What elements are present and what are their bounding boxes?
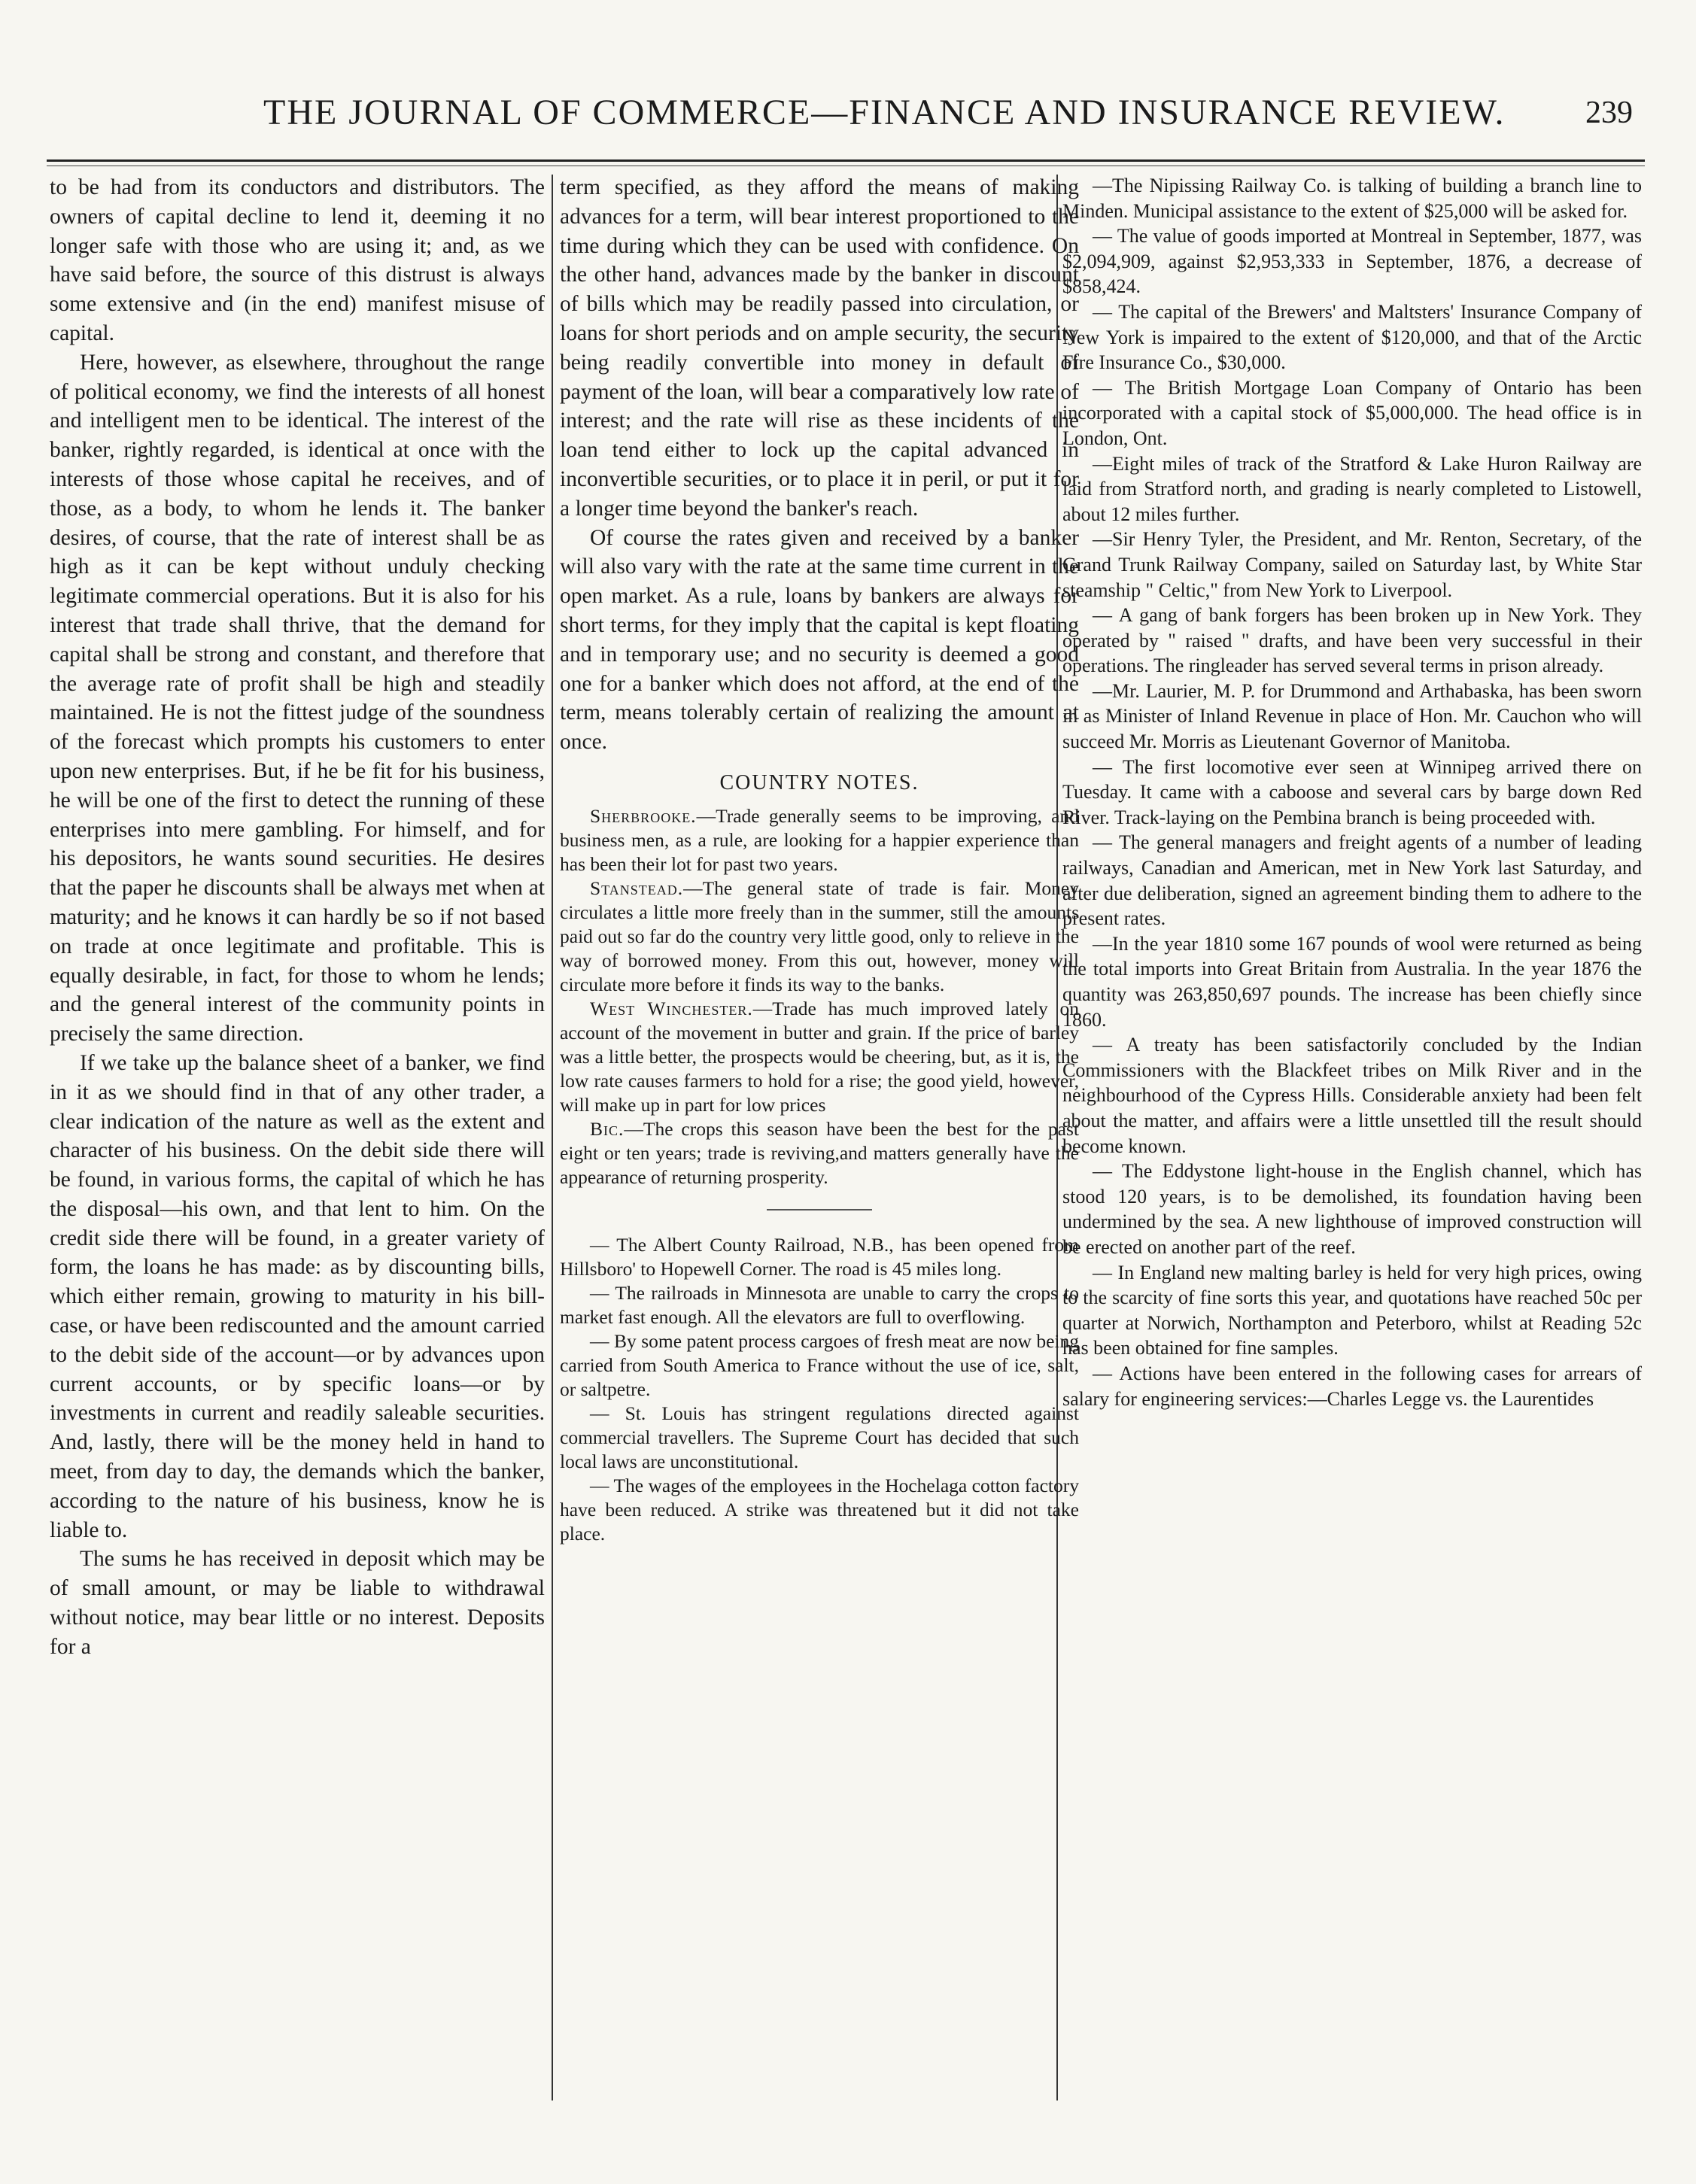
- news-item: — The British Mortgage Loan Company of Ontario has been incorporated with a capital stock of $5,000,000. The head office is in London, Ont.: [1062, 376, 1642, 449]
- news-item: — The general managers and freight agents of a number of leading railways, Canadian and American, met in New York last Saturday, and after due deliberation, signed an agreement binding them to adhere to the present rates.: [1062, 831, 1642, 930]
- news-item: — A gang of bank forgers has been broken up in New York. They operated by " raised " drafts, and have been very successful in their operations. The ringleader has served several terms in prison already.: [1062, 604, 1642, 677]
- column-divider-1: [552, 175, 553, 2100]
- news-item: — By some patent process cargoes of fresh meat are now being carried from South America to France without the use of ice, salt, or saltpetre.: [560, 1329, 1079, 1400]
- column-3: [1062, 173, 1642, 2122]
- news-item: —The Nipissing Railway Co. is talking of building a branch line to Minden. Municipal assistance to the extent of $25,000 will be asked for.: [1062, 175, 1642, 222]
- note-place: Bic.: [590, 1117, 625, 1140]
- page-header: [0, 89, 1696, 141]
- news-item: — The capital of the Brewers' and Maltsters' Insurance Company of New York is impaired to the extent of $120,000, and that of the Arctic Fire Insurance Co., $30,000.: [1062, 300, 1642, 374]
- news-item: — The railroads in Minnesota are unable to carry the crops to market fast enough. All the elevators are full to overflowing.: [560, 1281, 1079, 1328]
- news-item: — In England new malting barley is held for very high prices, owing to the scarcity of fine sorts this year, and quotations have reached 50c per quarter at Norwich, Northampton and Peterboro, whilst at Reading 52c has been obtained for fine samples.: [1062, 1261, 1642, 1359]
- note-text: —The general state of trade is fair. Money circulates a little more freely than in the summer, still the amounts paid out so far do the country very little good, only to relieve in the way of borrowed money. From this out, however, money will circulate more before it finds its way to the banks.: [560, 876, 1079, 995]
- news-item: — The wages of the employees in the Hochelaga cotton factory have been reduced. A strike was threatened but it did not take place.: [560, 1474, 1079, 1545]
- header-rule: [47, 159, 1645, 162]
- news-item: —Sir Henry Tyler, the President, and Mr. Renton, Secretary, of the Grand Trunk Railway Company, sailed on Saturday last, by White Star steamship " Celtic," from New York to Liverpool.: [1062, 528, 1642, 601]
- news-item: — St. Louis has stringent regulations directed against commercial travellers. The Supreme Court has decided that such local laws are unconstitutional.: [560, 1402, 1079, 1472]
- news-item: — The Eddystone light-house in the English channel, which has stood 120 years, is to be demolished, its foundation having been undermined by the sea. A new lighthouse of improved construction will be erected on another part of the reef.: [1062, 1160, 1642, 1258]
- news-item: — Actions have been entered in the following cases for arrears of salary for engineering services:—Charles Legge vs. the Laurentides: [1062, 1362, 1642, 1410]
- news-item: —Eight miles of track of the Stratford & Lake Huron Railway are laid from Stratford north, and grading is nearly completed to Listowell, about 12 miles further.: [1062, 452, 1642, 525]
- news-item: —Mr. Laurier, M. P. for Drummond and Arthabaska, has been sworn in as Minister of Inland Revenue in place of Hon. Mr. Cauchon who will succeed Mr. Morris as Lieutenant Governor of Manitoba.: [1062, 679, 1642, 753]
- country-note: [560, 1117, 1079, 1189]
- page-number: 239: [1585, 96, 1633, 130]
- country-note: [560, 997, 1079, 1117]
- note-text: —Trade generally seems to be improving, and business men, as a rule, are looking for a happier experience than has been their lot for past two years.: [560, 804, 1079, 875]
- journal-title: THE JOURNAL OF COMMERCE—FINANCE AND INSURANCE REVIEW.: [263, 93, 1506, 132]
- country-notes-heading: COUNTRY NOTES.: [719, 770, 919, 794]
- news-item: — The first locomotive ever seen at Winnipeg arrived there on Tuesday. It came with a caboose and several cars by barge down Red River. Track-laying on the Pembina branch is being proceeded with.: [1062, 755, 1642, 828]
- note-text: —The crops this season have been the best for the past eight or ten years; trade is reviving,and matters generally have the appearance of returning prosperity.: [560, 1117, 1079, 1188]
- column-1: [50, 173, 545, 2122]
- note-place: Sherbrooke.: [590, 804, 697, 827]
- section-separator: [767, 1209, 872, 1210]
- note-text: —Trade has much improved lately on account of the movement in butter and grain. If the price of barley was a little better, the prospects would be cheering, but, as it is, the low rate causes farmers to hold for a rise; the good yield, however, will make up in part for low prices: [560, 997, 1079, 1116]
- paragraph: The sums he has received in deposit which may be of small amount, or may be liable to withdrawal without notice, may bear little or no interest. Deposits for a: [50, 1547, 545, 1659]
- paragraph: Of course the rates given and received by a banker will also vary with the rate at the same time current in the open market. As a rule, loans by bankers are always for short terms, for they imply that the capital is kept floating and in temporary use; and no security is deemed a good one for a banker which does not afford, at the end of the term, means tolerably certain of realizing the amount at once.: [560, 525, 1079, 755]
- paragraph: to be had from its conductors and distributors. The owners of capital decline to lend it, deeming it no longer safe with those who are using it; and, as we have said before, the source of this distrust is always some extensive and (in the end) manifest misuse of capital.: [50, 175, 545, 345]
- paragraph: If we take up the balance sheet of a banker, we find in it as we should find in that of any other trader, a clear indication of the nature as well as the extent and character of his business. On the debit side there will be found, in various forms, the capital of which he has the disposal—his own, and that lent to him. On the credit side there will be found, in a greater variety of form, the loans he has made: as by discounting bills, which either remain, growing to maturity in his bill-case, or have been rediscounted and the amount carried to the debit side of the account—or by advances upon current accounts, or by specific loans—or by investments in current and readily saleable securities. And, lastly, there will be the money held in hand to meet, from day to day, the demands which the banker, according to the nature of his business, know he is liable to.: [50, 1050, 545, 1542]
- news-item: — A treaty has been satisfactorily concluded by the Indian Commissioners with the Blackfeet tribes on Milk River and in the neighbourhood of the Cypress Hills. Considerable anxiety had been felt about the matter, and affairs were a little unsettled till the result should become known.: [1062, 1034, 1642, 1157]
- news-item: — The value of goods imported at Montreal in September, 1877, was $2,094,909, against $2,953,333 in September, 1876, a decrease of $858,424.: [1062, 225, 1642, 298]
- country-notes: [560, 804, 1079, 1546]
- paragraph: Here, however, as elsewhere, throughout the range of political economy, we find the interests of all honest and intelligent men to be identical. The interest of the banker, rightly regarded, is identical at once with the interests of those whose capital he receives, and of those, as a body, to whom he lends it. The banker desires, of course, that the rate of interest shall be as high as it can be kept without unduly checking legitimate commercial operations. But it is also for his interest that trade shall thrive, that the demand for capital shall be strong and constant, and therefore that the average rate of profit shall be high and steadily maintained. He is not the fittest judge of the soundness of the forecast which prompts his customers to enter upon new enterprises. But, if he be fit for his business, he will be one of the first to detect the running of these enterprises into mere gambling. For himself, and for his depositors, he wants sound securities. He desires that the paper he discounts shall be always met when at maturity; and he knows it can hardly be so if not based on trade at once legitimate and profitable. This is equally desirable, in fact, for those to whom he lends; and the general interest of the community points in precisely the same direction.: [50, 350, 545, 1046]
- note-place: Stanstead.: [590, 876, 684, 899]
- news-item: — The Albert County Railroad, N.B., has been opened from Hillsboro' to Hopewell Corner. The road is 45 miles long.: [560, 1233, 1079, 1280]
- note-place: West Winchester.: [590, 997, 753, 1019]
- column-2: [560, 173, 1079, 2122]
- country-note: [560, 876, 1079, 997]
- news-item: —In the year 1810 some 167 pounds of wool were returned as being the total imports into Great Britain from Australia. In the year 1876 the quantity was 263,850,697 pounds. The increase has been chiefly since 1860.: [1062, 932, 1642, 1031]
- country-note: [560, 804, 1079, 876]
- paragraph: term specified, as they afford the means of making advances for a term, will bear interest proportioned to the time during which they can be used with confidence. On the other hand, advances made by the banker in discount of bills which may be readily passed into circulation, or loans for short periods and on ample security, the security being readily convertible into money in default of payment of the loan, will bear a comparatively low rate of interest; and the rate will rise as these incidents of the loan tend either to lock up the capital advanced in inconvertible securities, or to place it in peril, or put it for a longer time beyond the banker's reach.: [560, 175, 1079, 521]
